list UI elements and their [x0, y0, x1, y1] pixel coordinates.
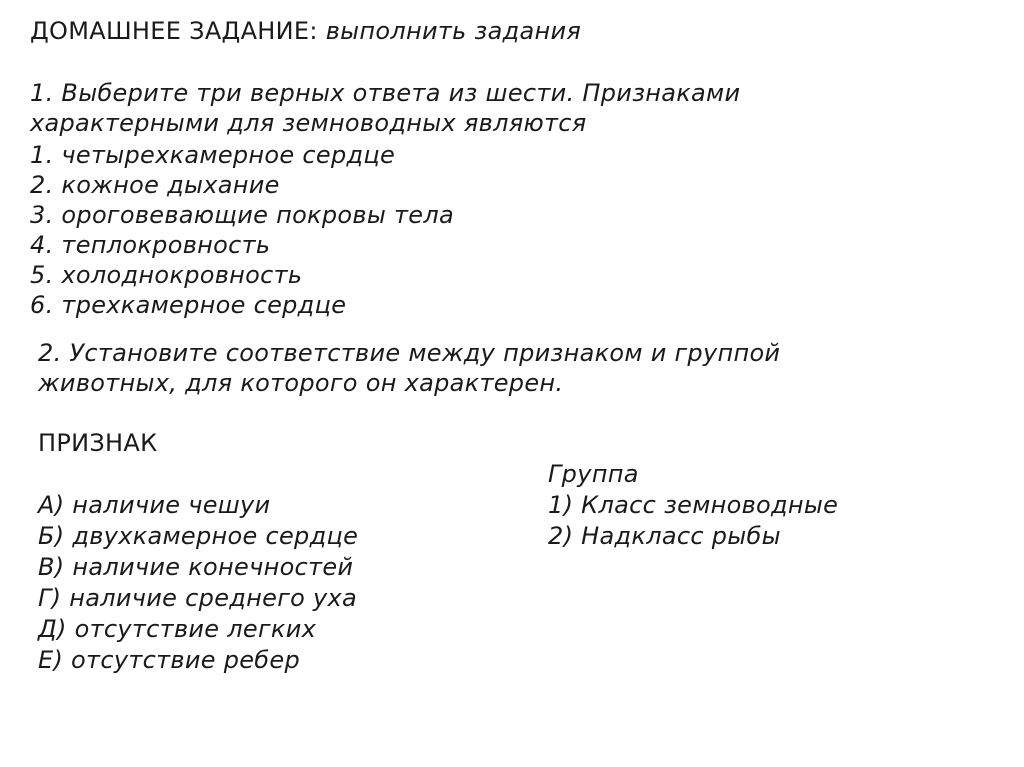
task1-option-6: 6. трехкамерное сердце: [30, 291, 347, 319]
group-1: 1) Класс земноводные: [548, 491, 839, 519]
feature-f: Е) отсутствие ребер: [38, 646, 301, 674]
feature-e: Д) отсутствие легких: [38, 615, 317, 643]
feature-c: В) наличие конечностей: [38, 553, 354, 581]
task2-question-line2: животных, для которого он характерен.: [38, 369, 564, 397]
page-title: [30, 16, 581, 46]
feature-a: А) наличие чешуи: [38, 491, 271, 519]
task1-option-2: 2. кожное дыхание: [30, 171, 280, 199]
task1-question-line2: характерными для земноводных являются: [30, 109, 587, 137]
feature-d: Г) наличие среднего уха: [38, 584, 358, 612]
title-prefix: ДОМАШНЕЕ ЗАДАНИЕ:: [30, 17, 318, 45]
task1-option-4: 4. теплокровность: [30, 231, 271, 259]
task1-question-line1: 1. Выберите три верных ответа из шести. Признаками: [30, 79, 741, 107]
feature-header: ПРИЗНАК: [38, 429, 158, 457]
task1-option-3: 3. ороговевающие покровы тела: [30, 201, 454, 229]
task2-question-line1: 2. Установите соответствие между признаком и группой: [38, 339, 781, 367]
task1-option-5: 5. холоднокровность: [30, 261, 303, 289]
title-rest: выполнить задания: [325, 17, 582, 45]
task1-option-1: 1. четырехкамерное сердце: [30, 141, 396, 169]
feature-b: Б) двухкамерное сердце: [38, 522, 359, 550]
group-header: Группа: [548, 460, 639, 488]
group-2: 2) Надкласс рыбы: [548, 522, 781, 550]
